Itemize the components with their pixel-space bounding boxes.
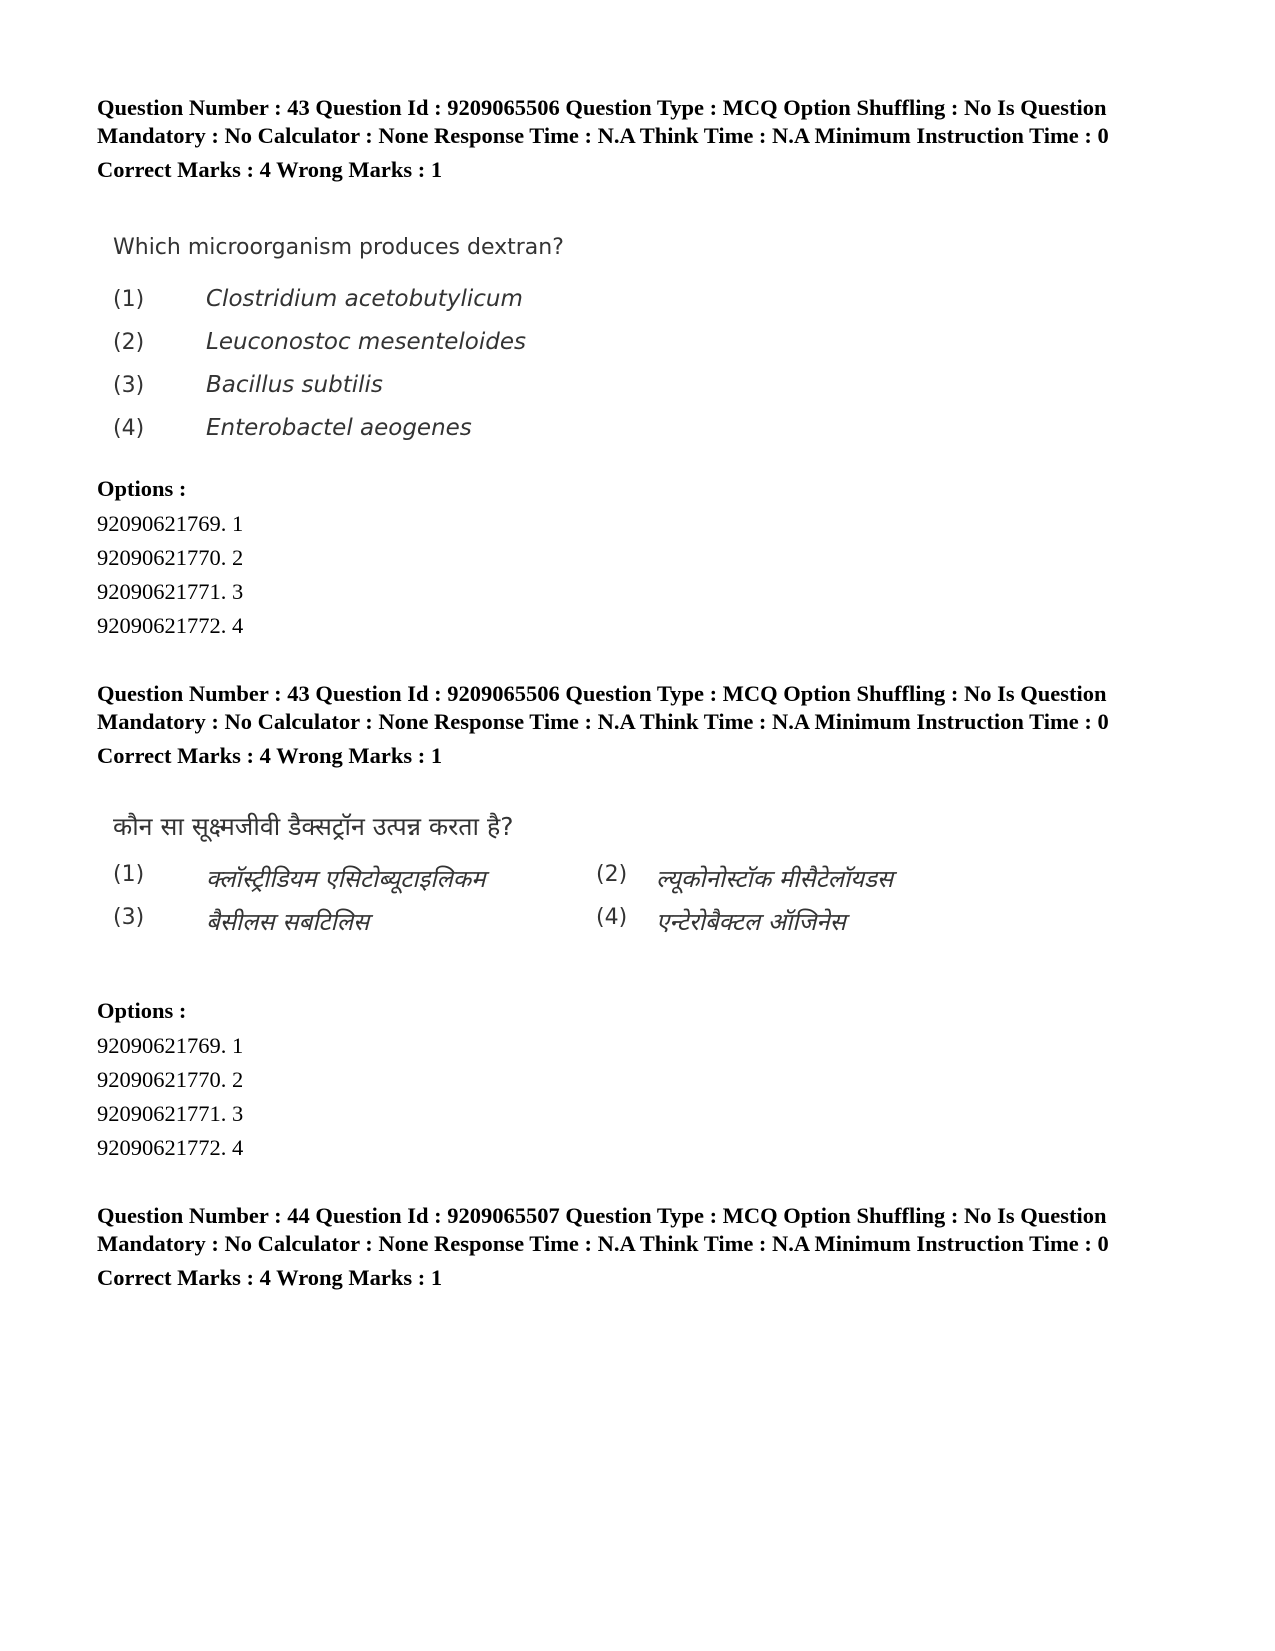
option-item: 92090621771. 3 — [97, 579, 244, 604]
question-marks: Correct Marks : 4 Wrong Marks : 1 — [97, 743, 443, 768]
question-text: Which microorganism produces dextran? — [113, 235, 564, 260]
options-list — [97, 1029, 1187, 1165]
question-44-header — [97, 1202, 1187, 1292]
choice-number: (2) — [113, 330, 145, 355]
choice-item — [113, 329, 564, 372]
options-section — [97, 475, 1187, 643]
choice-number: (1) — [113, 862, 145, 887]
option-item: 92090621771. 3 — [97, 1101, 244, 1126]
choice-item — [113, 286, 564, 329]
choice-list — [113, 286, 564, 458]
question-marks: Correct Marks : 4 Wrong Marks : 1 — [97, 157, 443, 182]
option-item: 92090621772. 4 — [97, 1135, 244, 1160]
question-marks: Correct Marks : 4 Wrong Marks : 1 — [97, 1265, 443, 1290]
choice-number: (1) — [113, 287, 145, 312]
options-list — [97, 507, 1187, 643]
question-meta: Question Number : 43 Question Id : 9209065506 Question Type : MCQ Option Shuffling : No Is Question Mandatory : No Calculator : None Response Time : N.A Think Time : N.A Minimum Instruction Time : 0 — [97, 95, 1109, 148]
question-text: कौन सा सूक्ष्मजीवी डैक्सट्रॉन उत्पन्न करता है? — [113, 812, 514, 841]
choice-text: Enterobactel aeogenes — [206, 415, 472, 441]
question-43-header — [97, 94, 1187, 184]
choice-item — [113, 415, 564, 458]
option-item: 92090621769. 1 — [97, 511, 244, 536]
option-item: 92090621769. 1 — [97, 1033, 244, 1058]
option-item: 92090621770. 2 — [97, 545, 244, 570]
options-label: Options : — [97, 998, 187, 1023]
choice-number: (2) — [596, 862, 628, 887]
choice-number: (3) — [113, 905, 145, 930]
choice-grid — [113, 862, 956, 938]
option-item: 92090621772. 4 — [97, 613, 244, 638]
choice-number: (4) — [596, 905, 628, 930]
choice-text: Clostridium acetobutylicum — [206, 286, 523, 312]
question-43-body-en — [113, 234, 564, 458]
choice-text: बैसीलस सबटिलिस — [206, 908, 370, 936]
choice-text: एन्टेरोबैक्टल ऑजिनेस — [656, 908, 846, 936]
choice-text: Leuconostoc mesenteloides — [206, 329, 526, 355]
choice-text: ल्यूकोनोस्टॉक मीसैटेलॉयडस — [656, 865, 894, 893]
choice-item — [113, 372, 564, 415]
choice-text: Bacillus subtilis — [206, 372, 383, 398]
options-label: Options : — [97, 476, 187, 501]
option-item: 92090621770. 2 — [97, 1067, 244, 1092]
question-43-header-hi — [97, 680, 1187, 770]
question-43-body-hi — [113, 812, 956, 938]
choice-number: (4) — [113, 416, 145, 441]
question-meta: Question Number : 44 Question Id : 9209065507 Question Type : MCQ Option Shuffling : No Is Question Mandatory : No Calculator : None Response Time : N.A Think Time : N.A Minimum Instruction Time : 0 — [97, 1203, 1109, 1256]
choice-number: (3) — [113, 373, 145, 398]
choice-text: क्लॉस्ट्रीडियम एसिटोब्यूटाइलिकम — [206, 865, 486, 893]
question-meta: Question Number : 43 Question Id : 9209065506 Question Type : MCQ Option Shuffling : No Is Question Mandatory : No Calculator : None Response Time : N.A Think Time : N.A Minimum Instruction Time : 0 — [97, 681, 1109, 734]
options-section-hi — [97, 997, 1187, 1165]
